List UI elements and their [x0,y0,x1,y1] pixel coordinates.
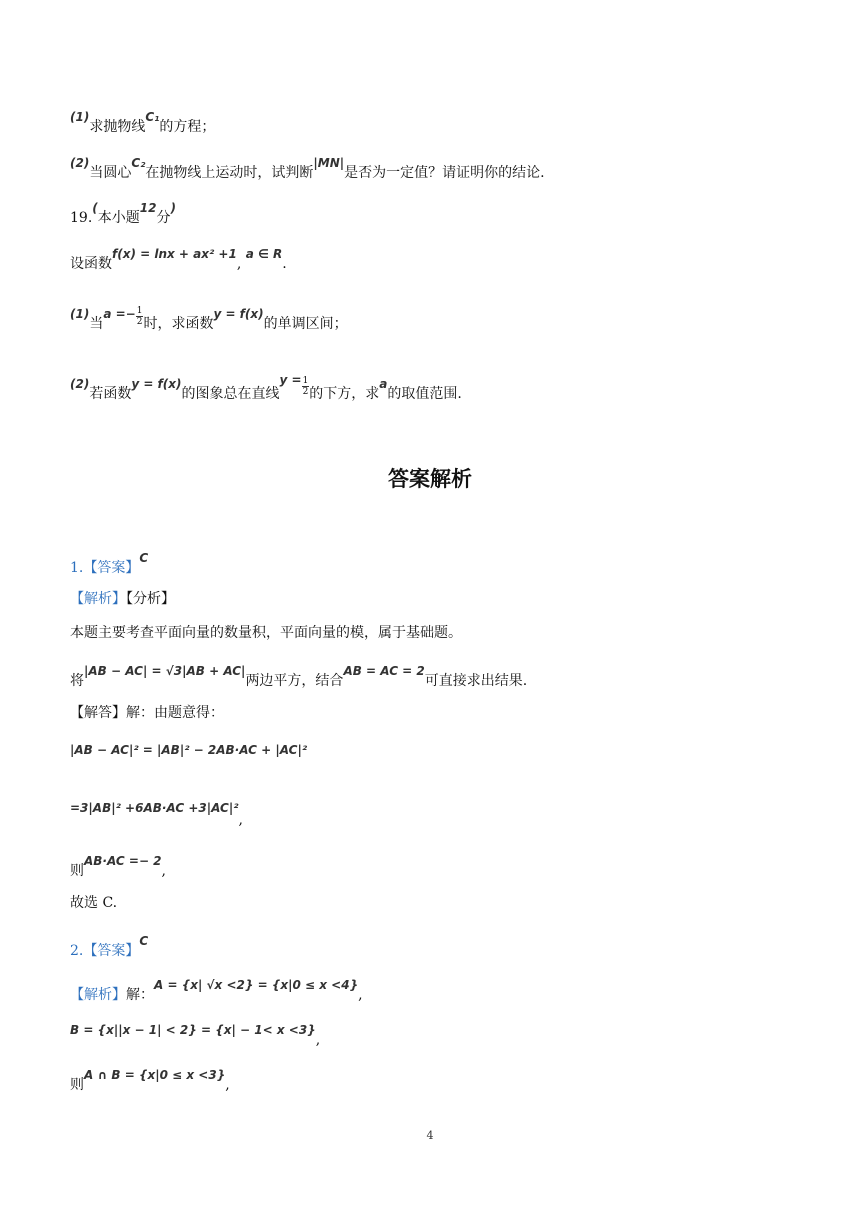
part-label: (2) [70,156,90,170]
analysis-tag: 【解析】 [70,987,126,1003]
analysis-tag: 【解析】 [70,591,126,607]
math-var: C₂ [131,156,146,170]
math-expr: y = f(x) [213,307,264,321]
math-expr: B = {x||x − 1| < 2} = {x| − 1< x <3} [70,1023,316,1037]
math-expr: |AB − AC|² = |AB|² − 2AB·AC + |AC|² [70,743,308,757]
answer1-desc: 本题主要考查平面向量的数量积，平面向量的模，属于基础题。 [70,625,462,641]
math-expr: AB = AC = 2 [343,664,425,678]
section-title: 答案解析 [388,467,472,491]
answer1-choose: 故选 C. [70,895,118,911]
condition-expr: a ∈ R [245,247,283,261]
answer-choice: C [139,551,149,565]
question-number: 19. [70,210,93,226]
math-expr: A = {x| √x <2} = {x|0 ≤ x <4} [154,978,359,992]
answer2-setB: B = {x||x − 1| < 2} = {x| − 1< x <3}, [70,1023,321,1048]
math-var: C₁ [145,110,160,124]
answer-choice: C [139,934,149,948]
part-label: (1) [70,307,90,321]
math-expr: |MN| [313,156,345,170]
q18-part1-line: (1)求抛物线C₁的方程； [70,110,216,135]
math-expr: A ∩ B = {x|0 ≤ x <3} [84,1068,226,1082]
answer1-method: 将|AB − AC| = √3|AB + AC|两边平方，结合AB = AC = 2可直接求出结果. [70,664,528,689]
answer1-eq1 [70,742,307,758]
answer1-solve-label: 【解答】解：由题意得： [70,705,224,721]
math-expr: y = [279,373,302,387]
answer2-setA: 【解析】解：A = {x| √x <2} = {x|0 ≤ x <4}, [70,978,363,1003]
answer1-heading: 1.【答案】C [70,551,149,576]
math-expr: y = f(x) [131,377,182,391]
answer2-intersection: 则A ∩ B = {x|0 ≤ x <3}, [70,1068,230,1093]
part-label: (1) [70,110,90,124]
q18-part2-line: (2)当圆心C₂在抛物线上运动时，试判断|MN|是否为一定值？请证明你的结论. [70,156,545,181]
answer1-eq2: =3|AB|² +6AB·AC +3|AC|², [70,801,243,828]
part-label: (2) [70,377,90,391]
answer2-heading: 2.【答案】C [70,934,149,959]
answer1-tags [70,588,175,608]
math-expr: |AB − AC| = √3|AB + AC| [84,664,246,678]
fraction: $\frac{1}{2}$ [302,375,309,397]
math-expr: AB·AC =− 2 [84,854,162,868]
math-expr: a =− [103,307,136,321]
q19-header: 19.(本小题12分) [70,201,176,226]
page-number: 4 [426,1129,434,1142]
q19-part2-line: (2)若函数y = f(x)的图象总在直线y = $\frac{1}{2}$ 的下方，求a的取值范围. [70,373,462,402]
math-expr: =3|AB|² +6AB·AC +3|AC|² [70,801,239,815]
fraction: $\frac{1}{2}$ [136,305,143,327]
function-expr: f(x) = lnx + ax² +1 [112,247,237,261]
math-var: a [379,377,388,391]
fenxi-tag: 【分析】 [126,591,175,607]
q19-function-line: 设函数f(x) = lnx + ax² +1, a ∈ R. [70,247,287,272]
score: 12 [139,201,157,215]
answer1-eq3: 则AB·AC =− 2, [70,854,166,879]
q19-part1-line: (1)当a =− $\frac{1}{2}$ 时，求函数y = f(x)的单调区间； [70,305,348,332]
